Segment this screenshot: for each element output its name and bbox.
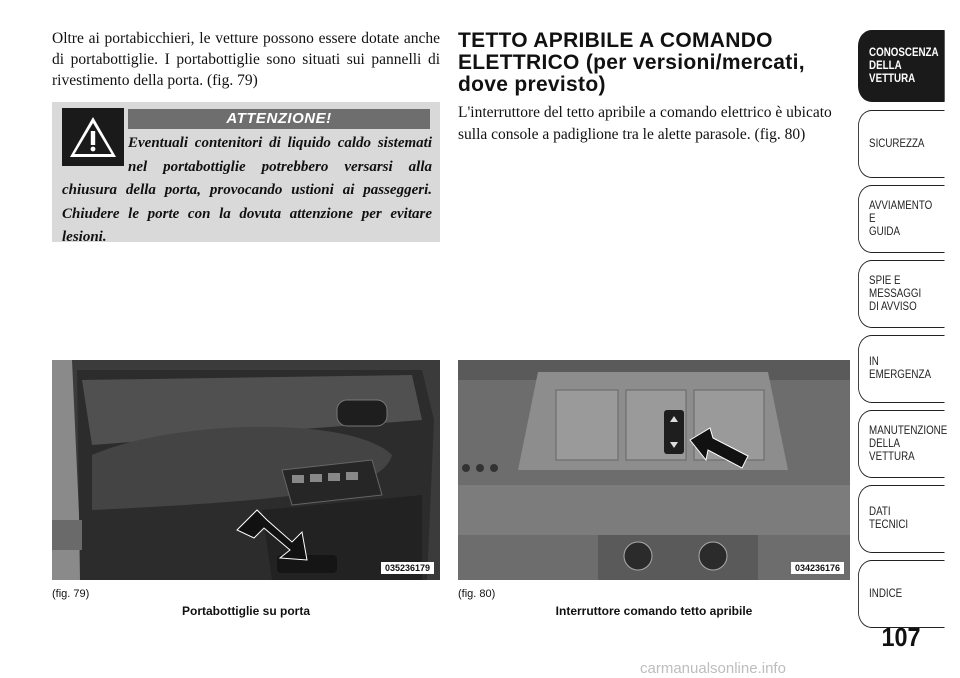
tab-sicurezza[interactable]: SICUREZZA [858,110,945,178]
warning-box [52,102,440,245]
warning-text: Eventuali contenitori di liquido caldo sistemati nel portabottiglie potrebbero versarsi alla chiusura della porta, provocando ustioni ai passeggeri. Chiudere le porte con la dovuta attenzione per evitare lesioni. [62,135,432,245]
figure-caption: Interruttore comando tetto apribile [555,604,753,618]
left-column [52,28,440,91]
tab-conoscenza-della-vettura[interactable]: CONOSCENZA DELLA VETTURA [858,30,945,102]
figure-code: 035236179 [381,562,434,574]
tab-dati-tecnici[interactable]: DATI TECNICI [858,485,945,553]
figure-caption: Portabottiglie su porta [181,604,310,618]
figure-code: 034236176 [791,562,844,574]
tab-spie-e-messaggi[interactable]: SPIE E MESSAGGI DI AVVISO [858,260,945,328]
figure-door-bottle-holder [52,360,440,580]
right-column [458,30,850,146]
warning-title: ATTENZIONE! [128,109,430,129]
figure-label: (fig. 79) [52,588,90,600]
watermark: carmanualsonline.info [640,660,786,677]
page-number: 107 [881,622,921,652]
sunroof-paragraph: L'interruttore del tetto apribile a comando elettrico è ubicato sulla console a padiglione tra le alette parasole. (fig. 80) [458,104,832,143]
tab-avviamento-e-guida[interactable]: AVVIAMENTO E GUIDA [858,185,945,253]
tab-manutenzione-della-vettura[interactable]: MANUTENZIONE DELLA VETTURA [858,410,945,478]
tab-in-emergenza[interactable]: IN EMERGENZA [858,335,945,403]
intro-paragraph: Oltre ai portabicchieri, le vetture possono essere dotate anche di portabottiglie. I portabottiglie sono situati sui pannelli di rivestimento della porta. (fig. 79) [52,30,440,89]
tab-indice[interactable]: INDICE [858,560,945,628]
figure-label: (fig. 80) [458,588,496,600]
figure-sunroof-switch [458,360,850,580]
section-heading: TETTO APRIBILE A COMANDO ELETTRICO (per versioni/mercati, dove previsto) [458,29,805,96]
